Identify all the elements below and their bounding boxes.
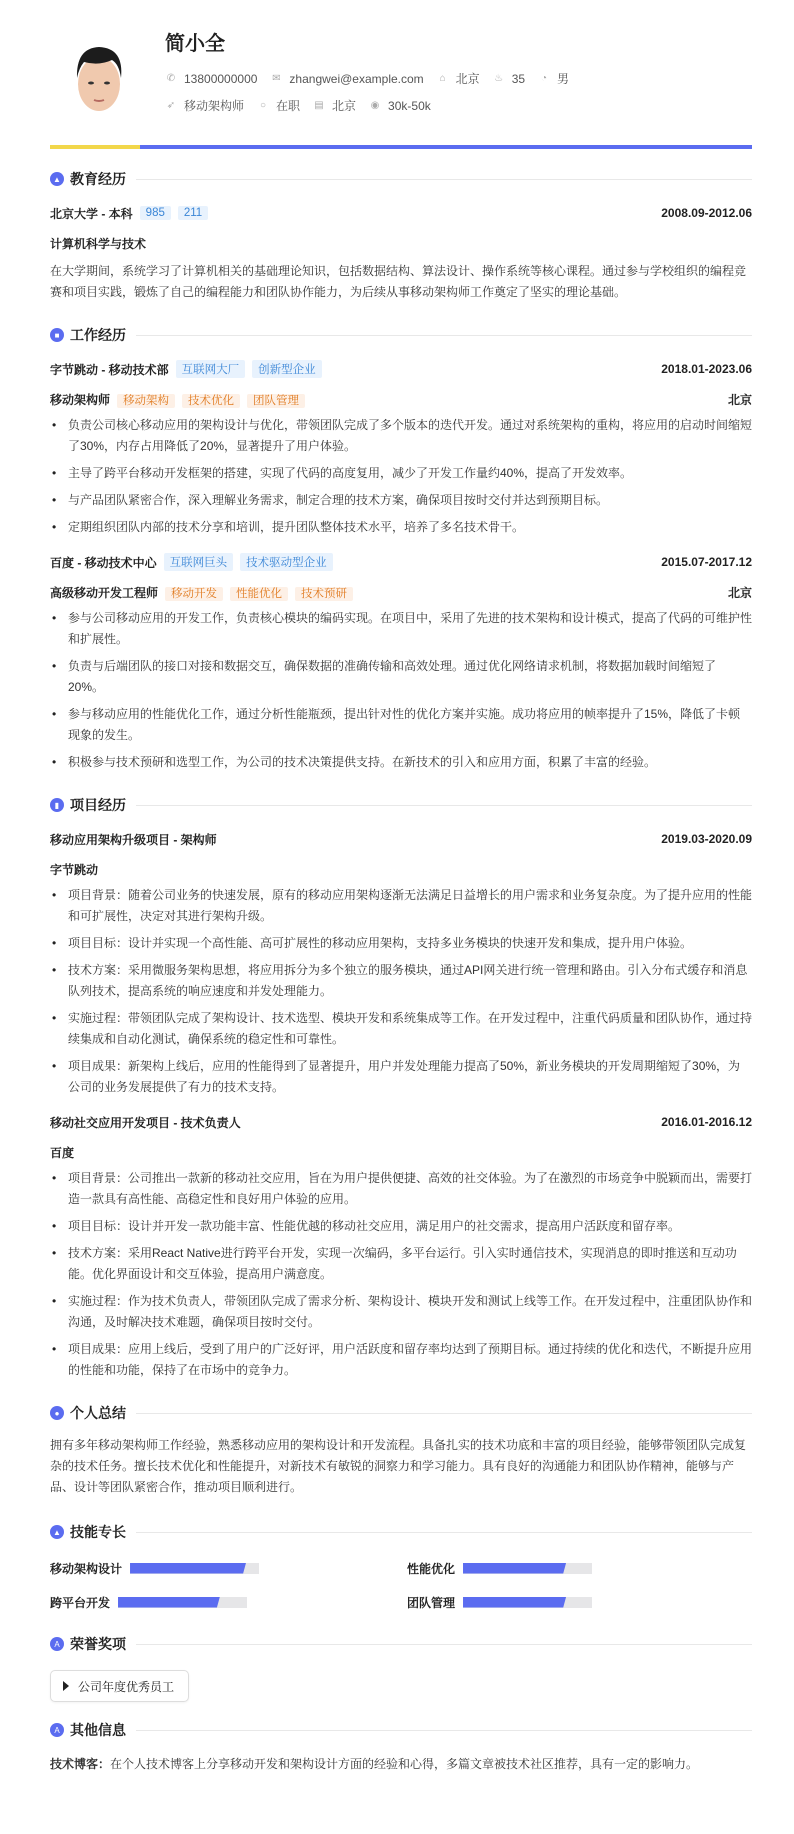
skill-name: 移动架构设计 [50, 1561, 123, 1576]
phone-icon: ✆ [166, 73, 176, 84]
date: 2018.01-2023.06 [661, 362, 752, 376]
skill-bar-fill [130, 1563, 246, 1574]
bullet-item: • 定期组织团队内部的技术分享和培训，提升团队整体技术水平，培养了多名技术骨干。 [50, 517, 752, 538]
role-row [50, 389, 752, 409]
work-row [50, 552, 752, 572]
bullet-item: • 项目目标：设计并实现一个高性能、高可扩展性的移动应用架构，支持多业务模块的快速开发和集成，提升用户体验。 [50, 933, 752, 954]
gender: 男 [557, 72, 570, 86]
bullet-item: • 负责与后端团队的接口对接和数据交互，确保数据的准确传输和高效处理。通过优化网络请求机制，将数据加载时间缩短了20%。 [50, 656, 752, 698]
work-row [50, 359, 752, 379]
avatar [64, 38, 134, 120]
project-title: 移动社交应用开发项目 - 技术负责人 [50, 1115, 241, 1130]
company-tag: 互联网大厂 [176, 360, 246, 378]
building-icon: ▤ [314, 100, 324, 111]
project-company: 字节跳动 [50, 862, 99, 877]
home-icon: ⌂ [439, 73, 446, 84]
skill-icon: ▲ [50, 1525, 64, 1539]
date: 2008.09-2012.06 [661, 206, 752, 220]
info-icon: A [50, 1723, 64, 1737]
project-title: 移动应用架构升级项目 - 架构师 [50, 832, 217, 847]
role: 移动架构师 [50, 392, 111, 407]
candidate-name: 简小全 [165, 33, 225, 55]
work-bullets [50, 415, 752, 538]
tag: 211 [178, 206, 208, 220]
section-work: ■ 工作经历 [50, 325, 752, 345]
skill-name: 跨平台开发 [50, 1595, 111, 1610]
skill-bar [130, 1563, 259, 1574]
bullet-item: • 与产品团队紧密合作，深入理解业务需求，制定合理的技术方案，确保项目按时交付并达到预期目标。 [50, 490, 752, 511]
profile-header [50, 0, 752, 145]
status: 在职 [276, 99, 301, 113]
company-tag: 技术驱动型企业 [240, 553, 333, 571]
role-group [50, 584, 353, 601]
work-company-group [50, 360, 322, 378]
position: 移动架构师 [184, 99, 245, 113]
skill-tag: 移动开发 [165, 587, 223, 601]
send-icon: ➶ [166, 100, 176, 111]
role-group [50, 391, 305, 408]
bullet-item: • 实施过程：作为技术负责人，带领团队完成了需求分析、架构设计、模块开发和测试上线等工作。在开发过程中，注重团队协作和沟通，及时解决技术难题，确保项目按时交付。 [50, 1291, 752, 1333]
bullet-item: • 技术方案：采用React Native进行跨平台开发，实现一次编码，多平台运行。引入实时通信技术，实现消息的即时推送和互动功能。优化界面设计和交互体验，提高用户满意度。 [50, 1243, 752, 1285]
bullet-item: • 主导了跨平台移动开发框架的搭建，实现了代码的高度复用，减少了开发工作量约40%，提高了开发效率。 [50, 463, 752, 484]
section-other: A 其他信息 [50, 1720, 752, 1740]
skill-item [407, 1592, 752, 1612]
mail-icon: ✉ [272, 73, 281, 84]
skill-item [50, 1558, 407, 1578]
header-divider [50, 145, 752, 149]
skill-tag: 技术预研 [295, 587, 353, 601]
other-info: 技术博客：在个人技术博客上分享移动开发和架构设计方面的经验和心得，多篇文章被技术社区推荐，具有一定的影响力。 [50, 1757, 699, 1771]
role: 高级移动开发工程师 [50, 585, 159, 600]
play-icon [63, 1681, 69, 1691]
gender-icon: ◔ [541, 73, 548, 84]
graduation-cap-icon: ▲ [50, 172, 64, 186]
work-city: 北京 [727, 392, 752, 407]
company-tag: 创新型企业 [252, 360, 322, 378]
education-row: 北京大学 - 本科 985 211 2008.09-2012.06 [50, 206, 752, 221]
date: 2016.01-2016.12 [661, 1115, 752, 1129]
skill-tag: 团队管理 [247, 394, 305, 408]
skill-bar-fill [118, 1597, 220, 1608]
role-row [50, 582, 752, 602]
bullet-item: • 积极参与技术预研和选型工作，为公司的技术决策提供支持。在新技术的引入和应用方面，积累了丰富的经验。 [50, 752, 752, 773]
company-tag: 互联网巨头 [164, 553, 234, 571]
project-bullets [50, 885, 752, 1098]
company: 百度 - 移动技术中心 [50, 555, 157, 570]
work-company-group [50, 553, 333, 571]
job-intent-line [165, 97, 444, 114]
project-bullets [50, 1168, 752, 1381]
skill-tag: 技术优化 [182, 394, 240, 408]
date: 2019.03-2020.09 [661, 832, 752, 846]
bullet-item: • 项目目标：设计并开发一款功能丰富、性能优越的移动社交应用，满足用户的社交需求，提高用户活跃度和留存率。 [50, 1216, 752, 1237]
project-row [50, 829, 752, 849]
skill-name: 团队管理 [407, 1595, 456, 1610]
education-desc: 在大学期间，系统学习了计算机相关的基础理论知识，包括数据结构、算法设计、操作系统等核心课程。通过参与学校组织的编程竞赛和项目实践，锻炼了自己的编程能力和团队协作能力，为后续从事移动架构师工作奠定了坚实的理论基础。 [50, 264, 747, 299]
award-icon: A [50, 1637, 64, 1651]
project-company: 百度 [50, 1145, 75, 1160]
section-summary: ● 个人总结 [50, 1403, 752, 1423]
skill-bar-fill [463, 1563, 566, 1574]
bullet-item: • 负责公司核心移动应用的架构设计与优化，带领团队完成了多个版本的迭代开发。通过对系统架构的重构，将应用的启动时间缩短了30%，内存占用降低了20%，显著提升了用户体验。 [50, 415, 752, 457]
skill-bar [118, 1597, 247, 1608]
work-bullets [50, 608, 752, 773]
bullet-item: • 项目背景：公司推出一款新的移动社交应用，旨在为用户提供便捷、高效的社交体验。为了在激烈的市场竞争中脱颖而出，需要打造一款具有高性能、高稳定性和良好用户体验的应用。 [50, 1168, 752, 1210]
work-city: 北京 [332, 99, 357, 113]
summary-text: 拥有多年移动架构师工作经验，熟悉移动应用的架构设计和开发流程。具备扎实的技术功底和丰富的项目经验，能够带领团队完成复杂的技术任务。擅长技术优化和性能提升，对新技术有敏锐的洞察力和学习能力。具有良好的沟通能力和团队协作精神，能够与产品、设计等团队紧密合作，推动项目顺利进行。 [50, 1438, 747, 1494]
major: 计算机科学与技术 [50, 236, 147, 251]
tag: 985 [140, 206, 171, 220]
bullet-item: • 实施过程：带领团队完成了架构设计、技术选型、模块开发和系统集成等工作。在开发过程中，注重代码质量和团队协作，通过持续集成和自动化测试，确保系统的稳定性和可靠性。 [50, 1008, 752, 1050]
skill-tag: 移动架构 [117, 394, 175, 408]
resume [50, 0, 752, 1775]
chart-icon: ▮ [50, 798, 64, 812]
bullet-item: • 项目背景：随着公司业务的快速发展，原有的移动应用架构逐渐无法满足日益增长的用户需求和业务复杂度。为了提升应用的性能和可扩展性，决定对其进行架构升级。 [50, 885, 752, 927]
skill-tag: 性能优化 [230, 587, 288, 601]
cake-icon: ♨ [494, 73, 504, 84]
skill-item [50, 1592, 407, 1612]
age: 35 [511, 71, 526, 86]
section-education: ▲ 教育经历 [50, 169, 752, 189]
briefcase-icon: ■ [50, 328, 64, 342]
section-awards: A 荣誉奖项 [50, 1634, 752, 1654]
money-icon: ◉ [370, 100, 380, 111]
section-skills: ▲ 技能专长 [50, 1522, 752, 1542]
salary: 30k-50k [388, 98, 431, 113]
contact-line [165, 70, 582, 87]
date: 2015.07-2017.12 [661, 555, 752, 569]
company: 字节跳动 - 移动技术部 [50, 362, 169, 377]
skill-bar [463, 1563, 592, 1574]
city: 北京 [455, 72, 480, 86]
project-row [50, 1112, 752, 1132]
bullet-item: • 项目成果：应用上线后，受到了用户的广泛好评，用户活跃度和留存率均达到了预期目标。通过持续的优化和迭代，不断提升应用的性能和功能，保持了在市场中的竞争力。 [50, 1339, 752, 1381]
email[interactable]: zhangwei@example.com [289, 71, 424, 86]
bullet-item: • 参与移动应用的性能优化工作，通过分析性能瓶颈，提出针对性的优化方案并实施。成功将应用的帧率提升了15%，降低了卡顿现象的发生。 [50, 704, 752, 746]
award-item[interactable]: 公司年度优秀员工 [50, 1670, 189, 1702]
section-projects: ▮ 项目经历 [50, 795, 752, 815]
phone: 13800000000 [184, 71, 258, 86]
status-icon: ○ [259, 100, 267, 111]
work-city: 北京 [727, 585, 752, 600]
skill-bar [463, 1597, 592, 1608]
skill-item [407, 1558, 752, 1578]
bullet-item: • 项目成果：新架构上线后，应用的性能得到了显著提升，用户并发处理能力提高了50%，新业务模块的开发周期缩短了30%，为公司的业务发展提供了有力的技术支持。 [50, 1056, 752, 1098]
bullet-item: • 参与公司移动应用的开发工作，负责核心模块的编码实现。在项目中，采用了先进的技术架构和设计模式，提高了代码的可维护性和扩展性。 [50, 608, 752, 650]
user-icon: ● [50, 1406, 64, 1420]
skill-bar-fill [463, 1597, 566, 1608]
bullet-item: • 技术方案：采用微服务架构思想，将应用拆分为多个独立的服务模块，通过API网关进行统一管理和路由。引入分布式缓存和消息队列技术，提高系统的响应速度和并发处理能力。 [50, 960, 752, 1002]
skill-name: 性能优化 [407, 1561, 456, 1576]
